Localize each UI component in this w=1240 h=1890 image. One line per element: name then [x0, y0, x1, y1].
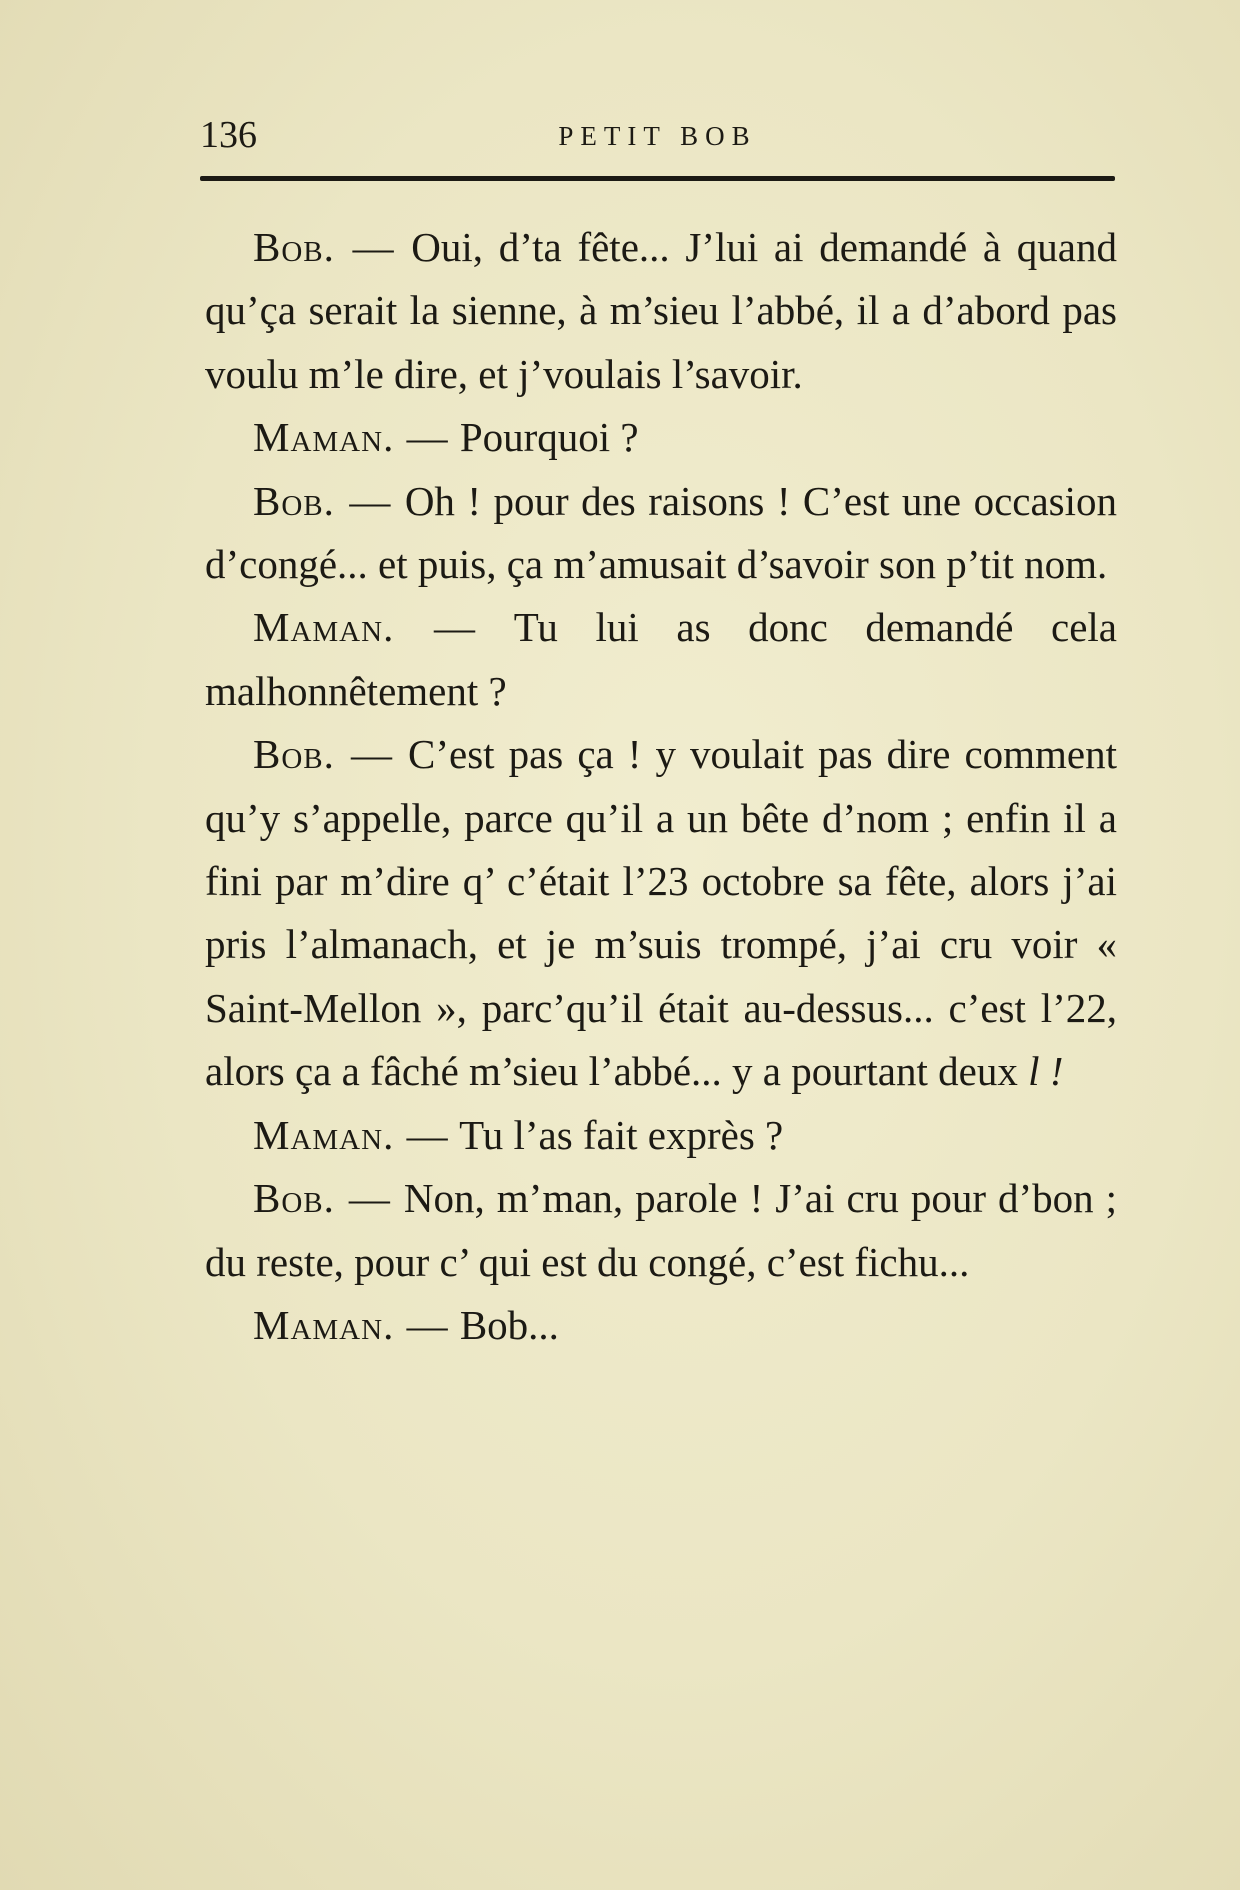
- speaker-name: Bob.: [253, 731, 335, 778]
- speaker-name: Maman.: [253, 414, 395, 461]
- dialogue-speech: Oui, d’ta fête... J’lui ai demandé à quand qu’ça serait la sienne, à m’sieu l’abbé, il a d’abord pas voulu m’le dire, et j’voulais l’savoir.: [205, 224, 1117, 397]
- dialogue-line: [205, 723, 1117, 1103]
- dialogue-speech: Non, m’man, parole ! J’ai cru pour d’bon ; du reste, pour c’ qui est du congé, c’est fichu...: [205, 1175, 1118, 1285]
- dialogue-dash: —: [406, 1301, 448, 1348]
- dialogue-dash: —: [406, 414, 448, 461]
- dialogue-dash: —: [350, 731, 392, 778]
- header-rule: [200, 176, 1115, 181]
- page-number: 136: [200, 114, 257, 156]
- dialogue-line: [205, 406, 1117, 469]
- speaker-name: Bob.: [253, 477, 335, 524]
- dialogue-dash: —: [406, 1111, 448, 1158]
- dialogue-line: [205, 1294, 1117, 1357]
- dialogue-speech: Bob...: [459, 1301, 559, 1348]
- dialogue-line: [205, 1104, 1117, 1167]
- dialogue-line: [205, 596, 1117, 723]
- dialogue-line: [205, 470, 1117, 597]
- dialogue-dash: —: [348, 1175, 390, 1222]
- page-header: [200, 110, 1115, 160]
- dialogue-dash: —: [352, 224, 394, 270]
- dialogue-line: [205, 1167, 1117, 1294]
- dialogue-text: [205, 216, 1117, 1357]
- speaker-name: Maman.: [253, 1301, 395, 1348]
- speaker-name: Bob.: [253, 224, 335, 270]
- dialogue-speech: Oh ! pour des raisons ! C’est une occasion d’congé... et puis, ça m’amusait d’savoir son p’tit nom.: [205, 477, 1118, 588]
- dialogue-dash: —: [433, 604, 475, 651]
- dialogue-speech: Tu lui as donc demandé cela malhonnêtement ?: [205, 604, 1117, 714]
- dialogue-speech: Pourquoi ?: [459, 414, 639, 461]
- dialogue-speech: C’est pas ça ! y voulait pas dire comment qu’y s’appelle, parce qu’il a un bête d’nom ; enfin il a fini par m’dire q’ c’était l’23 octobre sa fête, alors j’ai pris l’almanach, et je m’suis trompé, j’ai cru voir « Saint-Mellon », parc’qu’il était au-dessus... c’est l’22, alors ça a fâché m’sieu l’abbé... y a pourtant deux: [205, 731, 1118, 1095]
- emphasized-letters: l !: [1028, 1048, 1064, 1095]
- speaker-name: Bob.: [253, 1175, 335, 1222]
- running-title: PETIT BOB: [558, 121, 757, 151]
- dialogue-line: [205, 216, 1117, 406]
- speaker-name: Maman.: [253, 1111, 395, 1158]
- dialogue-speech: Tu l’as fait exprès ?: [459, 1111, 784, 1158]
- dialogue-dash: —: [349, 477, 391, 524]
- speaker-name: Maman.: [253, 604, 395, 651]
